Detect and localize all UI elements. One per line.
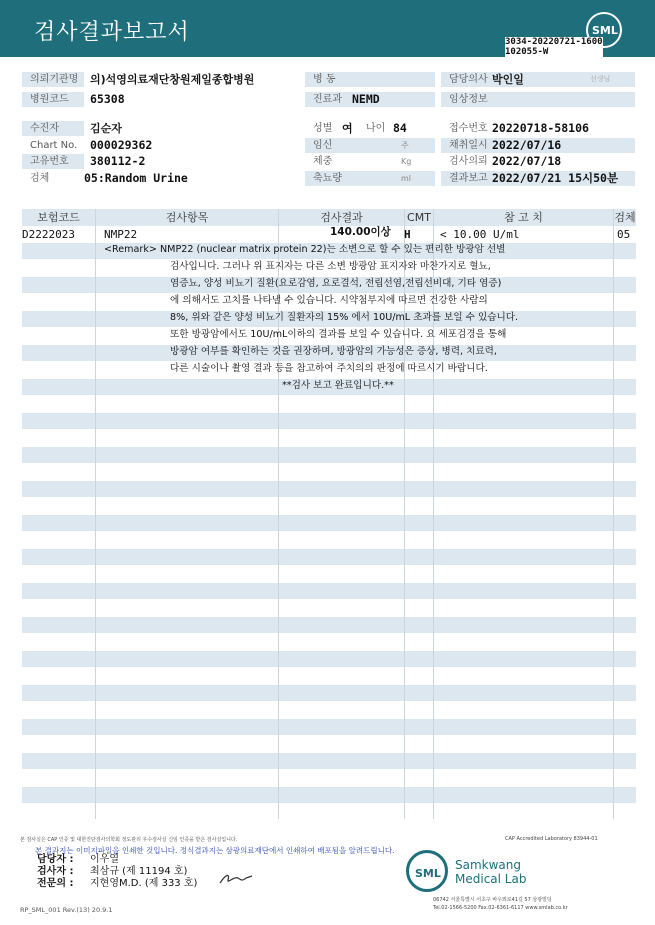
col-header-cmt: CMT xyxy=(405,209,433,226)
remark-line: 8%, 위와 같은 양성 비뇨기 질환자의 15% 에서 10U/mL 초과를 보일 수 있습니다. xyxy=(170,312,519,323)
tester-value: 최삼규 (제 11194 호) xyxy=(90,866,188,877)
dept-label: 진료과 xyxy=(305,92,435,107)
clinical-info-label: 임상정보 xyxy=(441,92,635,107)
table-stripe xyxy=(22,753,636,769)
specimen-value: 05:Random Urine xyxy=(84,171,188,185)
patient-name-label: 수진자 xyxy=(22,121,84,136)
ward-label: 병 동 xyxy=(305,72,435,87)
weight-unit: Kg xyxy=(401,157,412,166)
patient-id-label: 고유번호 xyxy=(22,154,84,169)
table-stripe xyxy=(22,481,636,497)
collect-date-label: 채취일시 xyxy=(441,138,635,153)
staff-label: 담당자 : xyxy=(37,854,74,865)
institution-value: 의)석영의료재단창원제일종합병원 xyxy=(90,73,255,86)
report-number-line1: 3034-20220721-1600 xyxy=(505,37,603,47)
weight-label: 체중 xyxy=(313,156,333,167)
staff-value: 이우열 xyxy=(90,854,119,865)
doctor-value: 박인일 xyxy=(492,73,524,86)
report-date-label: 결과보고 xyxy=(441,171,635,186)
lab-address: 06742 서울특별시 서초구 바우뫼로41길 57 삼광빌딩 xyxy=(433,897,552,903)
table-stripe xyxy=(22,515,636,531)
lab-name-line2: Medical Lab xyxy=(455,872,527,886)
table-stripe xyxy=(22,583,636,599)
receipt-no-value: 20220718-58106 xyxy=(492,121,589,135)
lab-name-line1: Samkwang xyxy=(455,858,521,872)
table-stripe xyxy=(22,685,636,701)
doctor-note: 선생님 xyxy=(590,75,611,83)
remark-line: <Remark> NMP22 (nuclear matrix protein 22)는 소변으로 할 수 있는 편리한 방광암 선별 xyxy=(104,244,506,255)
row-reference: < 10.00 U/ml xyxy=(440,228,520,241)
hospital-code-label: 병원코드 xyxy=(22,92,84,107)
col-header-reference: 참 고 치 xyxy=(434,209,613,226)
lab-logo xyxy=(406,850,448,892)
row-cmt-flag: H xyxy=(404,228,411,241)
patient-id-value: 380112-2 xyxy=(90,154,146,168)
institution-label: 의뢰기관명 xyxy=(22,72,84,87)
report-date-value: 2022/07/21 15시50분 xyxy=(492,171,619,185)
table-stripe xyxy=(22,447,636,463)
table-stripe xyxy=(22,651,636,667)
col-header-result: 검사결과 xyxy=(279,209,404,226)
hospital-code-value: 65308 xyxy=(90,92,125,106)
remark-line: 또한 방광암에서도 10U/mL이하의 결과를 보일 수 있습니다. 요 세포검경을 통해 xyxy=(170,329,507,340)
receipt-no-label: 접수번호 xyxy=(449,123,488,134)
tester-label: 검사자 : xyxy=(37,866,74,877)
remark-line: 염증뇨, 양성 비뇨기 질환(요로감염, 요로결석, 전립선염,전립선비대, 기타 염증) xyxy=(170,278,502,289)
pregnancy-label: 임신 xyxy=(305,138,435,153)
accreditation-fine-print: 본 검사실은 CAP 인증 및 대한진단검사의학회 정도관리 우수검사실 신임 인증을 받은 검사실입니다. xyxy=(20,837,238,843)
remark-line: 다른 시술이나 촬영 결과 등을 참고하여 주치의의 판정에 따르시기 바랍니다. xyxy=(170,363,488,374)
collect-date-value: 2022/07/16 xyxy=(492,138,562,152)
request-date-label: 검사의뢰 xyxy=(449,156,488,167)
urine-volume-unit: ml xyxy=(401,174,412,183)
urine-volume-label: 축뇨량 xyxy=(305,171,435,186)
form-revision: RP_SML_001 Rev.(13) 20.9.1 xyxy=(20,906,113,914)
specimen-label: 검체 xyxy=(30,173,50,184)
report-number-line2: 102055-W xyxy=(505,47,603,57)
remark-line: 에 의해서도 고치를 나타낼 수 있습니다. 시약첨부지에 따르면 건강한 사람의 xyxy=(170,295,488,306)
signature-image xyxy=(218,870,258,886)
col-header-insurance-code: 보험코드 xyxy=(22,209,95,226)
report-number xyxy=(505,37,603,57)
report-title: 검사결과보고서 xyxy=(34,20,190,45)
lab-phone: Tel.02-1566-5200 Fax.02-6361-6117 www.smlab.co.kr xyxy=(433,905,568,911)
sml-logo-text: SML xyxy=(592,24,618,37)
col-header-test-item: 검사항목 xyxy=(96,209,278,226)
row-insurance-code: D2222023 xyxy=(22,228,75,241)
dept-value: NEMD xyxy=(352,92,380,106)
sex-value: 여 xyxy=(342,122,353,135)
pregnancy-unit: 주 xyxy=(401,141,409,150)
report-complete-text: **검사 보고 완료입니다.** xyxy=(282,380,394,391)
request-date-value: 2022/07/18 xyxy=(492,154,562,168)
table-stripe xyxy=(22,617,636,633)
cap-accreditation: CAP Accredited Laboratory 83944-01 xyxy=(505,836,598,842)
chart-no-value: 000029362 xyxy=(90,138,153,152)
row-test-item: NMP22 xyxy=(104,228,138,241)
lab-logo-text: SML xyxy=(415,867,441,880)
table-stripe xyxy=(22,787,636,803)
col-divider xyxy=(95,209,96,819)
specialist-value: 지현영M.D. (제 333 호) xyxy=(90,878,198,889)
lab-name xyxy=(455,858,526,886)
chart-no-label: Chart No. xyxy=(30,140,78,151)
remark-line: 방광암 여부를 확인하는 것을 권장하며, 방광암의 가능성은 증상, 병력, 치료력, xyxy=(170,346,497,357)
remark-line: 검사입니다. 그러나 위 표지자는 다른 소변 방광암 표지자와 마찬가지로 혈뇨, xyxy=(170,261,491,272)
age-label: 나이 xyxy=(366,123,386,134)
row-result: 140.00이상 xyxy=(330,226,391,238)
col-divider xyxy=(613,209,614,819)
age-value: 84 xyxy=(393,121,407,135)
col-header-specimen: 검체 xyxy=(614,211,636,224)
sex-label: 성별 xyxy=(313,123,333,134)
specialist-label: 전문의 : xyxy=(37,878,74,889)
print-notice: 본 결과지는 이미지파일을 인쇄한 것입니다. 정식결과지는 삼광의료재단에서 인쇄하여 배포됨을 알려드립니다. xyxy=(35,846,395,855)
doctor-label: 담당의사 xyxy=(441,72,635,87)
patient-name-value: 김순자 xyxy=(90,122,122,135)
table-stripe xyxy=(22,413,636,429)
table-stripe xyxy=(22,719,636,735)
table-stripe xyxy=(22,549,636,565)
row-specimen: 05 xyxy=(617,228,631,241)
